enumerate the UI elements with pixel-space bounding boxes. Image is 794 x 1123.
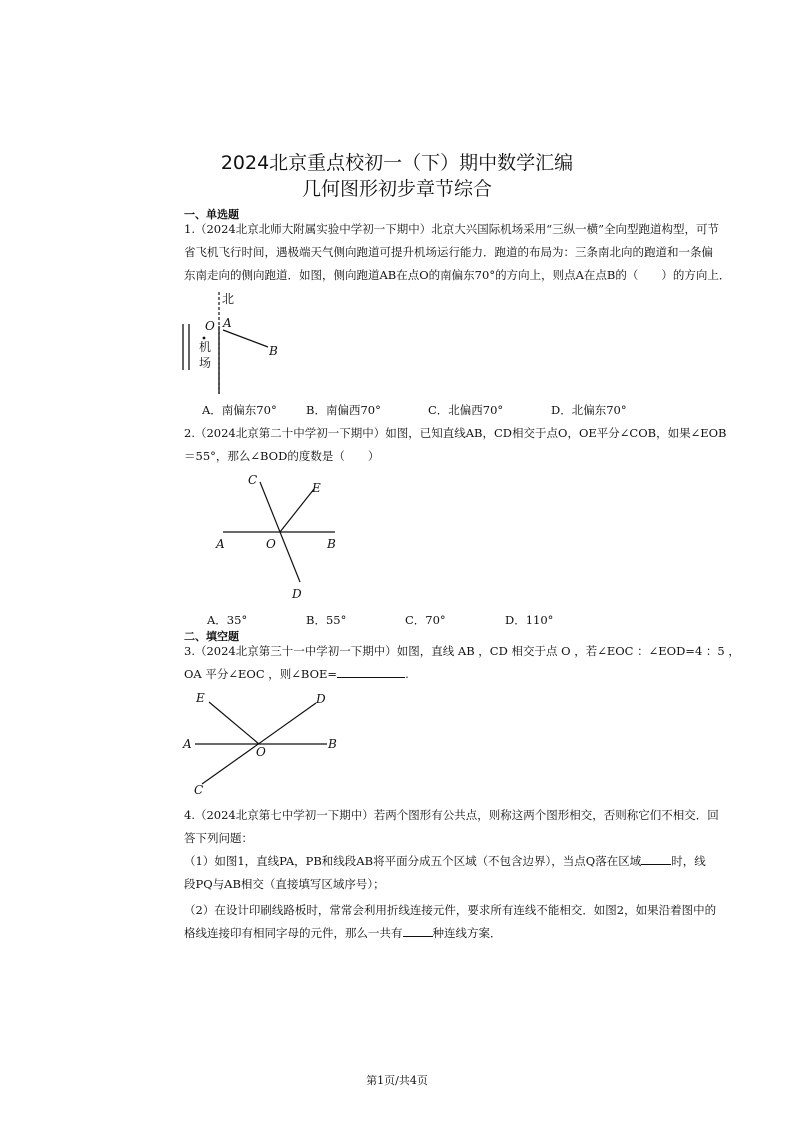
label-c: C xyxy=(194,783,204,797)
label-e: E xyxy=(312,481,321,495)
airport-char-2: 场 xyxy=(199,356,212,370)
label-o: O xyxy=(266,537,276,551)
question-4-line-5: （2）在设计印刷线路板时，常常会利用折线连接元件，要求所有连线不能相交．如图2，如果沿着图中的 xyxy=(184,903,717,917)
question-3-figure xyxy=(180,688,340,800)
page-number: 第1页/共4页 xyxy=(366,1074,428,1087)
label-a: A xyxy=(216,537,225,551)
side-runway-ab xyxy=(223,330,268,347)
question-2-line-2: ＝55°，那么∠BOD的度数是（ ） xyxy=(184,449,380,463)
section-single-choice: 一、单选题 xyxy=(184,208,239,221)
question-4-part-2-end: 种连线方案． xyxy=(432,926,502,940)
page-title: 2024北京重点校初一（下）期中数学汇编 xyxy=(220,152,574,174)
question-4-part-2-text: 格线连接印有相同字母的元件，那么一共有 xyxy=(184,926,403,940)
question-4-line-4: 段PQ与AB相交（直接填写区域序号）； xyxy=(184,877,385,891)
question-2-option-b[interactable]: B．55° xyxy=(306,613,347,627)
question-2-option-c[interactable]: C．70° xyxy=(405,613,446,627)
page-subtitle: 几何图形初步章节综合 xyxy=(301,178,492,200)
question-1-line-2: 省飞机飞行时间，遇极端天气侧向跑道可提升机场运行能力．跑道的布局为：三条南北向的跑道和一条偏 xyxy=(184,245,713,259)
label-a: A xyxy=(223,316,232,330)
label-b: B xyxy=(327,537,336,551)
ray-oe xyxy=(280,489,314,532)
question-2-option-a[interactable]: A．35° xyxy=(207,613,248,627)
question-2-figure xyxy=(210,472,350,604)
question-4-line-1: 4.（2024北京第七中学初一下期中）若两个图形有公共点，则称这两个图形相交，否则称它们不相交．回 xyxy=(184,808,719,822)
label-b: B xyxy=(269,344,278,358)
question-4-line-3 xyxy=(184,850,706,873)
airport-char-1: 机 xyxy=(199,340,212,354)
question-3-line-2-end: . xyxy=(405,667,409,681)
question-3-line-2-text: OA 平分∠EOC ，则∠BOE= xyxy=(184,667,338,681)
question-3-line-1: 3.（2024北京第三十一中学初一下期中）如图，直线 AB ，CD 相交于点 O ，若∠EOC ：∠EOD=4 ：5 ， xyxy=(184,644,740,658)
airport-dot xyxy=(203,337,206,340)
label-d: D xyxy=(316,692,326,706)
ray-oe xyxy=(209,702,259,744)
question-1-figure xyxy=(175,288,305,398)
label-e: E xyxy=(196,691,205,705)
question-4-line-2: 答下列问题： xyxy=(184,831,253,845)
answer-blank-q3[interactable] xyxy=(337,665,405,678)
label-o: O xyxy=(205,319,215,333)
answer-blank-q4-1[interactable] xyxy=(641,852,671,865)
label-c: C xyxy=(248,473,258,487)
question-1-line-1: 1.（2024北京北师大附属实验中学初一下期中）北京大兴国际机场采用“三纵一横”全向型跑道构型，可节 xyxy=(184,222,719,236)
label-a: A xyxy=(183,737,192,751)
question-4-part-1-end: 时，线 xyxy=(671,854,706,868)
question-1-line-3: 东南走向的侧向跑道．如图，侧向跑道AB在点O的南偏东70°的方向上，则点A在点B的（ ）的方向上． xyxy=(184,268,731,282)
question-4-line-6 xyxy=(184,922,502,945)
question-2-line-1: 2.（2024北京第二十中学初一下期中）如图，已知直线AB，CD相交于点O，OE平分∠COB，如果∠EOB xyxy=(184,426,727,440)
question-1-option-b[interactable]: B．南偏西70° xyxy=(306,403,381,417)
answer-blank-q4-2[interactable] xyxy=(403,924,433,937)
section-fill-blank: 二、填空题 xyxy=(184,630,239,643)
question-4-part-1-text: （1）如图1，直线PA，PB和线段AB将平面分成五个区域（不包含边界），当点Q落在区域 xyxy=(184,854,642,868)
question-2-option-d[interactable]: D．110° xyxy=(505,613,554,627)
label-b: B xyxy=(328,737,337,751)
north-label: 北 xyxy=(222,292,235,306)
question-1-option-a[interactable]: A．南偏东70° xyxy=(202,403,277,417)
label-o: O xyxy=(256,745,266,759)
label-d: D xyxy=(292,587,302,601)
question-1-option-c[interactable]: C．北偏西70° xyxy=(428,403,504,417)
question-3-line-2 xyxy=(184,663,409,686)
question-1-option-d[interactable]: D．北偏东70° xyxy=(551,403,627,417)
